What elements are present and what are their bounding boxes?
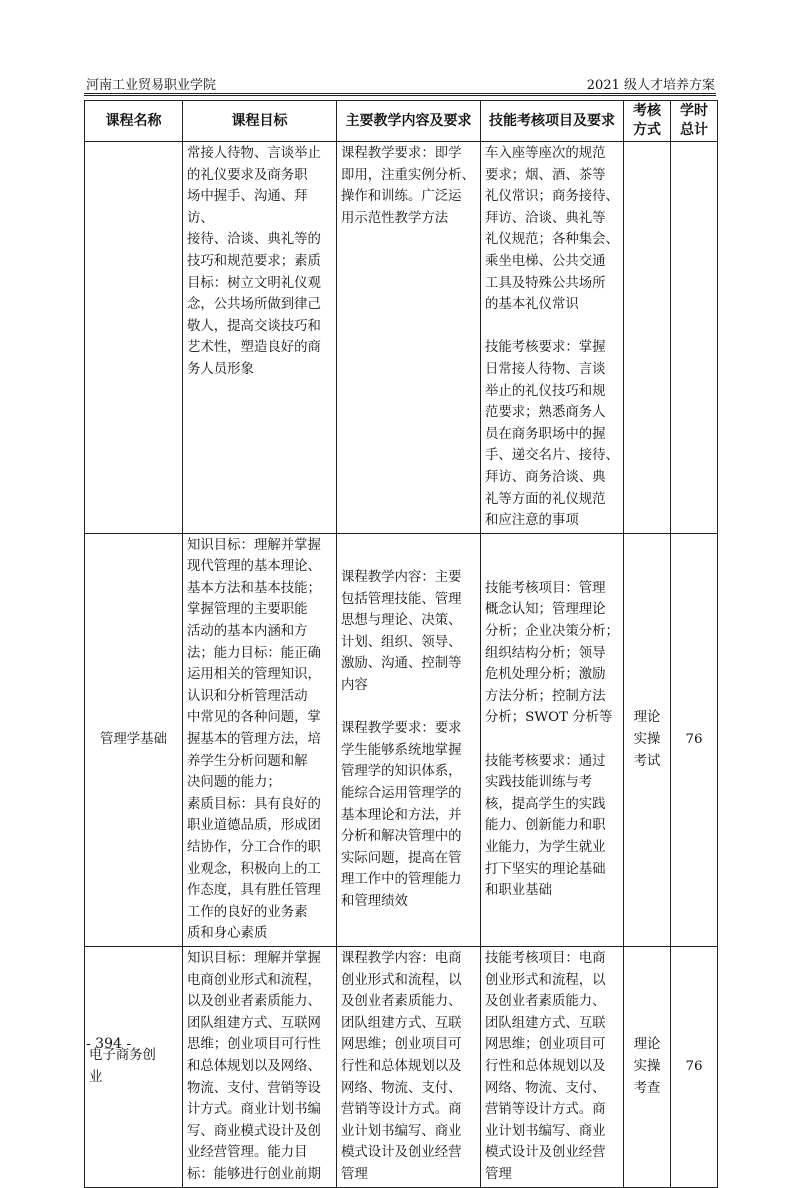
col-header-exam: 考核 方式 [624, 101, 671, 142]
course-skill: 车入座等座次的规范 要求；烟、酒、茶等 礼仪常识；商务接待、 拜访、洽谈、典礼等 礼仪规范；各种集会、 乘坐电梯、公共交通 工具及特殊公共场所 的基本礼仪常识 技能考核要求：掌握 日常接人待物、言谈 举止的礼仪技巧和规 范要求；熟悉商务人 员在商务职场中的握 手、递交名片、接待、 拜访、商务洽谈、典 礼等方面的礼仪规范 和应注意的事项 [481, 142, 624, 534]
course-hours [671, 142, 718, 534]
course-table [84, 100, 718, 1188]
header-doc-title: 2021 级人才培养方案 [586, 78, 715, 93]
col-header-course-name: 课程名称 [85, 101, 183, 142]
table-row [85, 533, 718, 946]
course-goal: 常接人待物、言谈举止 的礼仪要求及商务职 场中握手、沟通、拜访、 接待、洽谈、典礼等的 技巧和规范要求；素质 目标：树立文明礼仪观 念，公共场所做到律己 敬人，提高交谈技巧和 艺术性，塑造良好的商 务人员形象 [183, 142, 337, 534]
course-hours: 76 [671, 533, 718, 946]
header-school: 河南工业贸易职业学院 [86, 78, 217, 93]
col-header-hours: 学时 总计 [671, 101, 718, 142]
course-goal: 知识目标：理解并掌握 现代管理的基本理论、 基本方法和基本技能； 掌握管理的主要职能 活动的基本内涵和方 法；能力目标：能正确 运用相关的管理知识， 认识和分析管理活动 中常见的各种问题，掌 握基本的管理方法，培 养学生分析问题和解 决问题的能力； 素质目标：具有良好的 职业道德品质，形成团 结协作，分工合作的职 业观念，积极向上的工 作态度，具有胜任管理 工作的良好的业务素 质和身心素质 [183, 533, 337, 946]
course-name: 电子商务创 业 [85, 946, 183, 1187]
header-rule [84, 93, 716, 96]
course-goal: 知识目标：理解并掌握 电商创业形式和流程， 以及创业者素质能力、 团队组建方式、互联网 思维；创业项目可行性 和总体规划以及网络、 物流、支付、营销等设 计方式。商业计划书编 写、商业模式设计及创 业经营管理。能力目 标：能够进行创业前期 [183, 946, 337, 1187]
course-hours: 76 [671, 946, 718, 1187]
course-skill: 技能考核项目：电商 创业形式和流程，以 及创业者素质能力、 团队组建方式、互联 网思维；创业项目可 行性和总体规划以及 网络、物流、支付、 营销等设计方式。商 业计划书编写、商业 模式设计及创业经营 管理 [481, 946, 624, 1187]
course-content: 课程教学内容：主要 包括管理技能、管理 思想与理论、决策、 计划、组织、领导、 激励、沟通、控制等 内容 课程教学要求：要求 学生能够系统地掌握 管理学的知识体系， 能综合运用管理学的 基本理论和方法，并 分析和解决管理中的 实际问题，提高在管 理工作中的管理能力 和管理绩效 [337, 533, 481, 946]
table-row [85, 142, 718, 534]
course-name [85, 142, 183, 534]
col-header-goal: 课程目标 [183, 101, 337, 142]
table-header-row [85, 101, 718, 142]
table-row [85, 946, 718, 1187]
course-name: 管理学基础 [85, 533, 183, 946]
col-header-skill: 技能考核项目及要求 [481, 101, 624, 142]
course-skill: 技能考核项目：管理 概念认知；管理理论 分析；企业决策分析； 组织结构分析；领导 危机处理分析；激励 方法分析；控制方法 分析；SWOT 分析等 技能考核要求：通过 实践技能训练与考 核，提高学生的实践 能力、创新能力和职 业能力，为学生就业 打下坚实的理论基础 和职业基础 [481, 533, 624, 946]
course-content: 课程教学内容：电商 创业形式和流程，以 及创业者素质能力、 团队组建方式、互联 网思维；创业项目可 行性和总体规划以及 网络、物流、支付、 营销等设计方式。商 业计划书编写、商业 模式设计及创业经营 管理 [337, 946, 481, 1187]
course-exam [624, 142, 671, 534]
course-content: 课程教学要求：即学 即用，注重实例分析、 操作和训练。广泛运 用示范性教学方法 [337, 142, 481, 534]
course-exam: 理论 实操 考查 [624, 946, 671, 1187]
col-header-content: 主要教学内容及要求 [337, 101, 481, 142]
course-exam: 理论 实操 考试 [624, 533, 671, 946]
page-number: - 394 - [86, 1036, 132, 1052]
